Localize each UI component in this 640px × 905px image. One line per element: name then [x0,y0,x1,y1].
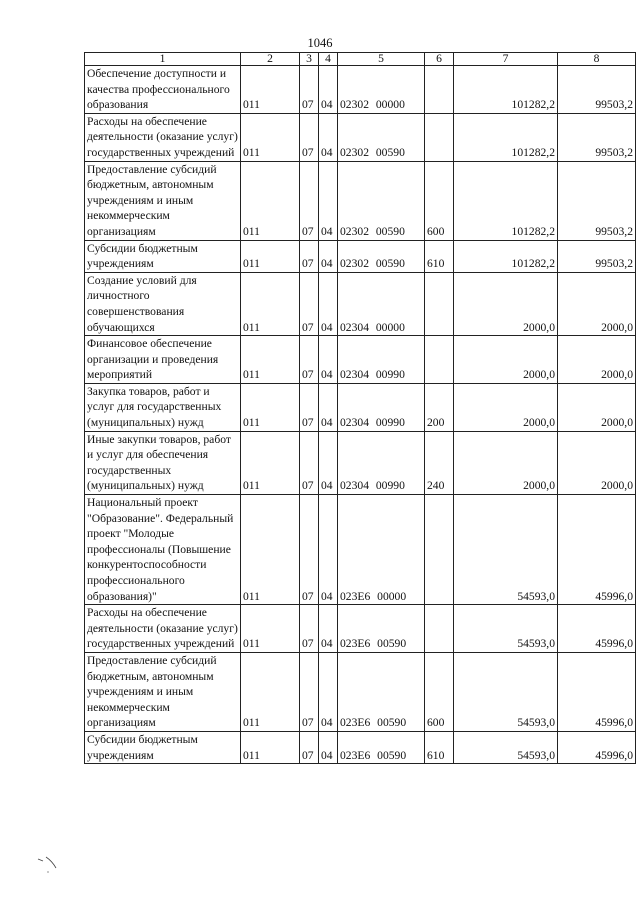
header-cell: 5 [338,53,425,66]
target-article-cell: 023E6 00590 [338,652,425,731]
budget-table [84,52,636,764]
amount-year1-cell: 2000,0 [454,336,558,384]
section-cell: 07 [300,431,319,494]
amount-year2-cell: 2000,0 [558,431,636,494]
amount-year2-cell: 99503,2 [558,113,636,161]
table-row [85,240,636,272]
header-cell: 2 [241,53,300,66]
subsection-cell: 04 [319,652,338,731]
section-cell: 07 [300,272,319,335]
admin-code-cell: 011 [241,336,300,384]
target-article-cell: 02302 00590 [338,161,425,240]
header-cell: 3 [300,53,319,66]
amount-year2-cell: 45996,0 [558,495,636,605]
amount-year2-cell: 45996,0 [558,731,636,763]
row-name-cell: Иные закупки товаров, работ и услуг для обеспечения государственных (муниципальных) нужд [85,431,241,494]
table-row [85,652,636,731]
amount-year2-cell: 45996,0 [558,652,636,731]
amount-year1-cell: 54593,0 [454,605,558,653]
section-cell: 07 [300,240,319,272]
amount-year2-cell: 2000,0 [558,272,636,335]
subsection-cell: 04 [319,113,338,161]
amount-year2-cell: 45996,0 [558,605,636,653]
header-row [85,53,636,66]
row-name-cell: Обеспечение доступности и качества профессионального образования [85,66,241,114]
target-article-cell: 02302 00590 [338,240,425,272]
subsection-cell: 04 [319,336,338,384]
section-cell: 07 [300,113,319,161]
target-article-cell: 023E6 00590 [338,731,425,763]
table-row [85,431,636,494]
admin-code-cell: 011 [241,272,300,335]
section-cell: 07 [300,383,319,431]
target-article-cell: 02302 00590 [338,113,425,161]
admin-code-cell: 011 [241,240,300,272]
section-cell: 07 [300,161,319,240]
section-cell: 07 [300,605,319,653]
expense-type-cell: 610 [425,240,454,272]
target-article-cell: 02304 00990 [338,383,425,431]
subsection-cell: 04 [319,66,338,114]
expense-type-cell [425,66,454,114]
admin-code-cell: 011 [241,495,300,605]
section-cell: 07 [300,66,319,114]
expense-type-cell [425,605,454,653]
subsection-cell: 04 [319,383,338,431]
subsection-cell: 04 [319,495,338,605]
subsection-cell: 04 [319,605,338,653]
target-article-cell: 023E6 00590 [338,605,425,653]
table-row [85,113,636,161]
expense-type-cell: 610 [425,731,454,763]
amount-year1-cell: 101282,2 [454,113,558,161]
admin-code-cell: 011 [241,431,300,494]
expense-type-cell [425,272,454,335]
target-article-cell: 02304 00990 [338,336,425,384]
target-article-cell: 02304 00000 [338,272,425,335]
row-name-cell: Субсидии бюджетным учреждениям [85,731,241,763]
amount-year1-cell: 2000,0 [454,383,558,431]
section-cell: 07 [300,652,319,731]
row-name-cell: Закупка товаров, работ и услуг для государственных (муниципальных) нужд [85,383,241,431]
row-name-cell: Расходы на обеспечение деятельности (оказание услуг) государственных учреждений [85,605,241,653]
header-cell: 4 [319,53,338,66]
section-cell: 07 [300,731,319,763]
expense-type-cell: 240 [425,431,454,494]
expense-type-cell: 600 [425,652,454,731]
amount-year1-cell: 2000,0 [454,431,558,494]
table-row [85,383,636,431]
amount-year1-cell: 54593,0 [454,731,558,763]
table-row [85,66,636,114]
amount-year1-cell: 101282,2 [454,161,558,240]
amount-year2-cell: 99503,2 [558,240,636,272]
admin-code-cell: 011 [241,66,300,114]
admin-code-cell: 011 [241,113,300,161]
section-cell: 07 [300,495,319,605]
amount-year2-cell: 99503,2 [558,66,636,114]
admin-code-cell: 011 [241,605,300,653]
row-name-cell: Создание условий для личностного совершенствования обучающихся [85,272,241,335]
amount-year2-cell: 2000,0 [558,383,636,431]
admin-code-cell: 011 [241,383,300,431]
admin-code-cell: 011 [241,652,300,731]
expense-type-cell [425,495,454,605]
header-cell: 8 [558,53,636,66]
expense-type-cell [425,113,454,161]
amount-year1-cell: 54593,0 [454,495,558,605]
subsection-cell: 04 [319,240,338,272]
expense-type-cell: 600 [425,161,454,240]
row-name-cell: Расходы на обеспечение деятельности (оказание услуг) государственных учреждений [85,113,241,161]
expense-type-cell: 200 [425,383,454,431]
header-cell: 6 [425,53,454,66]
subsection-cell: 04 [319,431,338,494]
amount-year1-cell: 101282,2 [454,66,558,114]
table-row [85,731,636,763]
target-article-cell: 02302 00000 [338,66,425,114]
table-row [85,336,636,384]
header-cell: 1 [85,53,241,66]
amount-year1-cell: 101282,2 [454,240,558,272]
row-name-cell: Субсидии бюджетным учреждениям [85,240,241,272]
table-row [85,161,636,240]
amount-year1-cell: 2000,0 [454,272,558,335]
header-cell: 7 [454,53,558,66]
row-name-cell: Предоставление субсидий бюджетным, автономным учреждениям и иным некоммерческим организациям [85,161,241,240]
table-row [85,605,636,653]
admin-code-cell: 011 [241,731,300,763]
subsection-cell: 04 [319,161,338,240]
target-article-cell: 023E6 00000 [338,495,425,605]
amount-year1-cell: 54593,0 [454,652,558,731]
row-name-cell: Предоставление субсидий бюджетным, автономным учреждениям и иным некоммерческим организациям [85,652,241,731]
amount-year2-cell: 99503,2 [558,161,636,240]
subsection-cell: 04 [319,731,338,763]
stray-mark [36,855,66,875]
row-name-cell: Национальный проект "Образование". Федеральный проект "Молодые профессионалы (Повышение конкурентоспособности профессионального образования)" [85,495,241,605]
table-row [85,272,636,335]
section-cell: 07 [300,336,319,384]
page-number: 1046 [307,36,333,50]
subsection-cell: 04 [319,272,338,335]
table-row [85,495,636,605]
admin-code-cell: 011 [241,161,300,240]
row-name-cell: Финансовое обеспечение организации и проведения мероприятий [85,336,241,384]
expense-type-cell [425,336,454,384]
amount-year2-cell: 2000,0 [558,336,636,384]
target-article-cell: 02304 00990 [338,431,425,494]
